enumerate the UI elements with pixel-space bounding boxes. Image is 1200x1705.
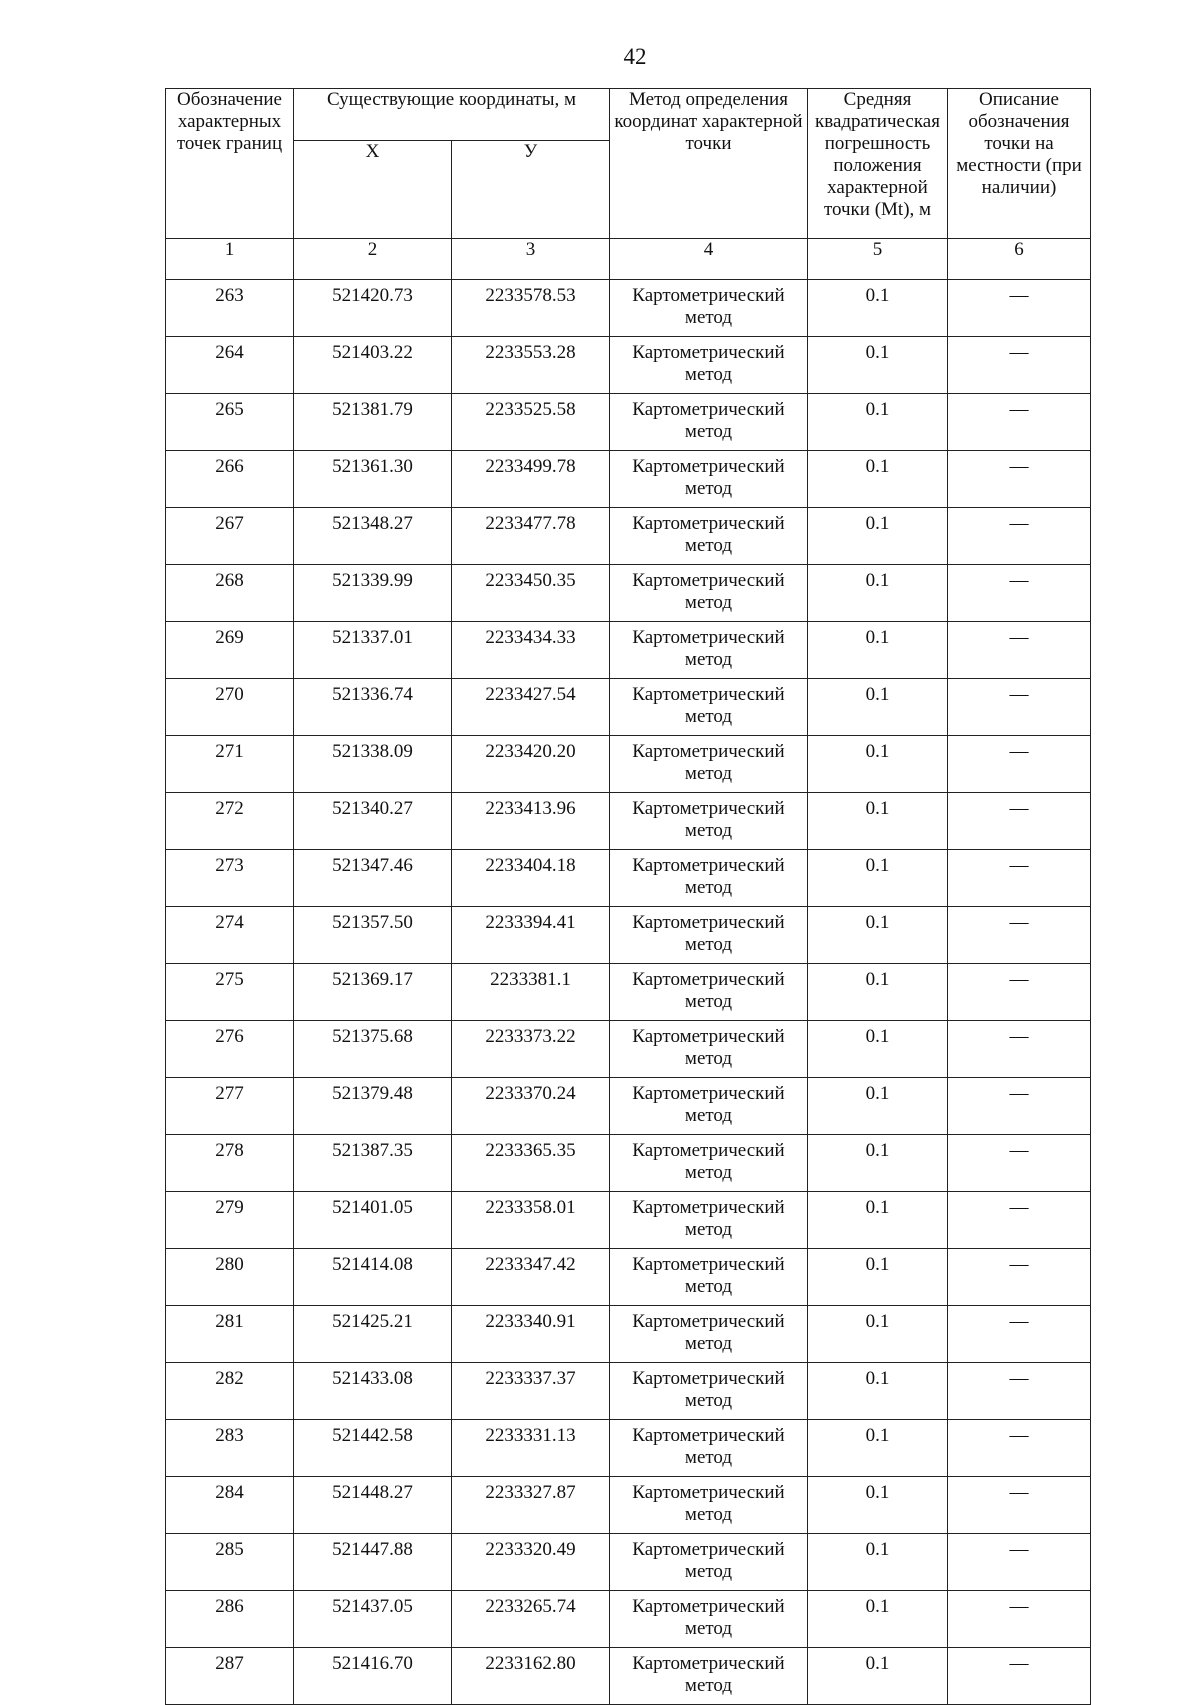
method-cell: Картометрический метод: [610, 508, 808, 565]
description-cell: —: [948, 1591, 1091, 1648]
method-cell: Картометрический метод: [610, 1477, 808, 1534]
table-row: [166, 1135, 1091, 1192]
table-row: [166, 1306, 1091, 1363]
point-cell: 274: [166, 907, 294, 964]
accuracy-cell: 0.1: [808, 565, 948, 622]
y-coordinate-cell: 2233381.1: [452, 964, 610, 1021]
y-coordinate-cell: 2233404.18: [452, 850, 610, 907]
header-accuracy: Средняя квадратическая погрешность положения характерной точки (Mt), м: [808, 89, 948, 239]
method-cell: Картометрический метод: [610, 1021, 808, 1078]
method-cell: Картометрический метод: [610, 1306, 808, 1363]
accuracy-cell: 0.1: [808, 964, 948, 1021]
x-coordinate-cell: 521340.27: [294, 793, 452, 850]
table-row: [166, 1420, 1091, 1477]
point-cell: 273: [166, 850, 294, 907]
accuracy-cell: 0.1: [808, 451, 948, 508]
table-row: [166, 1591, 1091, 1648]
x-coordinate-cell: 521401.05: [294, 1192, 452, 1249]
method-cell: Картометрический метод: [610, 1078, 808, 1135]
description-cell: —: [948, 964, 1091, 1021]
method-cell: Картометрический метод: [610, 451, 808, 508]
description-cell: —: [948, 337, 1091, 394]
y-coordinate-cell: 2233553.28: [452, 337, 610, 394]
accuracy-cell: 0.1: [808, 907, 948, 964]
description-cell: —: [948, 1078, 1091, 1135]
column-number: 4: [610, 239, 808, 280]
accuracy-cell: 0.1: [808, 1477, 948, 1534]
method-cell: Картометрический метод: [610, 337, 808, 394]
point-cell: 277: [166, 1078, 294, 1135]
accuracy-cell: 0.1: [808, 1249, 948, 1306]
point-cell: 272: [166, 793, 294, 850]
accuracy-cell: 0.1: [808, 1135, 948, 1192]
table-row: [166, 1192, 1091, 1249]
table-row: [166, 280, 1091, 337]
description-cell: —: [948, 1021, 1091, 1078]
y-coordinate-cell: 2233347.42: [452, 1249, 610, 1306]
table-row: [166, 337, 1091, 394]
point-cell: 270: [166, 679, 294, 736]
point-cell: 283: [166, 1420, 294, 1477]
description-cell: —: [948, 451, 1091, 508]
y-coordinate-cell: 2233394.41: [452, 907, 610, 964]
table-row: [166, 907, 1091, 964]
method-cell: Картометрический метод: [610, 1192, 808, 1249]
accuracy-cell: 0.1: [808, 1192, 948, 1249]
y-coordinate-cell: 2233413.96: [452, 793, 610, 850]
column-number: 6: [948, 239, 1091, 280]
description-cell: —: [948, 565, 1091, 622]
y-coordinate-cell: 2233320.49: [452, 1534, 610, 1591]
point-cell: 278: [166, 1135, 294, 1192]
accuracy-cell: 0.1: [808, 1306, 948, 1363]
method-cell: Картометрический метод: [610, 1591, 808, 1648]
y-coordinate-cell: 2233365.35: [452, 1135, 610, 1192]
description-cell: —: [948, 850, 1091, 907]
accuracy-cell: 0.1: [808, 508, 948, 565]
accuracy-cell: 0.1: [808, 394, 948, 451]
x-coordinate-cell: 521437.05: [294, 1591, 452, 1648]
x-coordinate-cell: 521433.08: [294, 1363, 452, 1420]
x-coordinate-cell: 521381.79: [294, 394, 452, 451]
table-row: [166, 394, 1091, 451]
column-number: 1: [166, 239, 294, 280]
point-cell: 266: [166, 451, 294, 508]
y-coordinate-cell: 2233525.58: [452, 394, 610, 451]
table-row: [166, 679, 1091, 736]
point-cell: 267: [166, 508, 294, 565]
point-cell: 276: [166, 1021, 294, 1078]
table-row: [166, 736, 1091, 793]
table-row: [166, 1534, 1091, 1591]
x-coordinate-cell: 521348.27: [294, 508, 452, 565]
description-cell: —: [948, 736, 1091, 793]
x-coordinate-cell: 521403.22: [294, 337, 452, 394]
table-row: [166, 1648, 1091, 1705]
point-cell: 280: [166, 1249, 294, 1306]
description-cell: —: [948, 508, 1091, 565]
y-coordinate-cell: 2233327.87: [452, 1477, 610, 1534]
x-coordinate-cell: 521347.46: [294, 850, 452, 907]
accuracy-cell: 0.1: [808, 280, 948, 337]
x-coordinate-cell: 521338.09: [294, 736, 452, 793]
x-coordinate-cell: 521337.01: [294, 622, 452, 679]
description-cell: —: [948, 1192, 1091, 1249]
header-method: Метод определения координат характерной точки: [610, 89, 808, 239]
x-coordinate-cell: 521448.27: [294, 1477, 452, 1534]
description-cell: —: [948, 1363, 1091, 1420]
method-cell: Картометрический метод: [610, 622, 808, 679]
x-coordinate-cell: 521379.48: [294, 1078, 452, 1135]
y-coordinate-cell: 2233427.54: [452, 679, 610, 736]
column-number-row: [166, 239, 1091, 280]
accuracy-cell: 0.1: [808, 1363, 948, 1420]
description-cell: —: [948, 1306, 1091, 1363]
header-existing-coordinates: Существующие координаты, м: [294, 89, 610, 141]
table-row: [166, 1078, 1091, 1135]
x-coordinate-cell: 521416.70: [294, 1648, 452, 1705]
y-coordinate-cell: 2233420.20: [452, 736, 610, 793]
description-cell: —: [948, 679, 1091, 736]
method-cell: Картометрический метод: [610, 850, 808, 907]
method-cell: Картометрический метод: [610, 1648, 808, 1705]
accuracy-cell: 0.1: [808, 736, 948, 793]
description-cell: —: [948, 793, 1091, 850]
x-coordinate-cell: 521336.74: [294, 679, 452, 736]
y-coordinate-cell: 2233340.91: [452, 1306, 610, 1363]
x-coordinate-cell: 521369.17: [294, 964, 452, 1021]
point-cell: 282: [166, 1363, 294, 1420]
table-row: [166, 1477, 1091, 1534]
x-coordinate-cell: 521361.30: [294, 451, 452, 508]
y-coordinate-cell: 2233450.35: [452, 565, 610, 622]
point-cell: 284: [166, 1477, 294, 1534]
method-cell: Картометрический метод: [610, 1249, 808, 1306]
point-cell: 281: [166, 1306, 294, 1363]
point-cell: 263: [166, 280, 294, 337]
accuracy-cell: 0.1: [808, 622, 948, 679]
y-coordinate-cell: 2233162.80: [452, 1648, 610, 1705]
header-point-designation: Обозначение характерных точек границ: [166, 89, 294, 239]
coordinates-table: [165, 88, 1091, 1705]
y-coordinate-cell: 2233373.22: [452, 1021, 610, 1078]
y-coordinate-cell: 2233331.13: [452, 1420, 610, 1477]
accuracy-cell: 0.1: [808, 679, 948, 736]
x-coordinate-cell: 521357.50: [294, 907, 452, 964]
header-description: Описание обозначения точки на местности (при наличии): [948, 89, 1091, 239]
y-coordinate-cell: 2233265.74: [452, 1591, 610, 1648]
x-coordinate-cell: 521387.35: [294, 1135, 452, 1192]
description-cell: —: [948, 280, 1091, 337]
accuracy-cell: 0.1: [808, 1420, 948, 1477]
description-cell: —: [948, 1249, 1091, 1306]
method-cell: Картометрический метод: [610, 679, 808, 736]
point-cell: 271: [166, 736, 294, 793]
x-coordinate-cell: 521414.08: [294, 1249, 452, 1306]
x-coordinate-cell: 521339.99: [294, 565, 452, 622]
table-row: [166, 451, 1091, 508]
x-coordinate-cell: 521442.58: [294, 1420, 452, 1477]
table-row: [166, 565, 1091, 622]
description-cell: —: [948, 1534, 1091, 1591]
point-cell: 275: [166, 964, 294, 1021]
point-cell: 264: [166, 337, 294, 394]
description-cell: —: [948, 907, 1091, 964]
table-row: [166, 850, 1091, 907]
x-coordinate-cell: 521447.88: [294, 1534, 452, 1591]
method-cell: Картометрический метод: [610, 280, 808, 337]
accuracy-cell: 0.1: [808, 1591, 948, 1648]
method-cell: Картометрический метод: [610, 793, 808, 850]
y-coordinate-cell: 2233499.78: [452, 451, 610, 508]
point-cell: 287: [166, 1648, 294, 1705]
table-row: [166, 964, 1091, 1021]
accuracy-cell: 0.1: [808, 1648, 948, 1705]
column-number: 5: [808, 239, 948, 280]
table-row: [166, 508, 1091, 565]
table-header: [166, 89, 1091, 280]
method-cell: Картометрический метод: [610, 736, 808, 793]
accuracy-cell: 0.1: [808, 850, 948, 907]
method-cell: Картометрический метод: [610, 1420, 808, 1477]
method-cell: Картометрический метод: [610, 1135, 808, 1192]
accuracy-cell: 0.1: [808, 337, 948, 394]
description-cell: —: [948, 1135, 1091, 1192]
point-cell: 285: [166, 1534, 294, 1591]
y-coordinate-cell: 2233477.78: [452, 508, 610, 565]
description-cell: —: [948, 394, 1091, 451]
y-coordinate-cell: 2233358.01: [452, 1192, 610, 1249]
description-cell: —: [948, 1477, 1091, 1534]
y-coordinate-cell: 2233434.33: [452, 622, 610, 679]
table-body: [166, 280, 1091, 1705]
table-row: [166, 793, 1091, 850]
method-cell: Картометрический метод: [610, 907, 808, 964]
method-cell: Картометрический метод: [610, 394, 808, 451]
header-y: У: [452, 141, 610, 239]
point-cell: 268: [166, 565, 294, 622]
table-row: [166, 622, 1091, 679]
page-number: 42: [623, 44, 647, 69]
table-row: [166, 1363, 1091, 1420]
table-row: [166, 1021, 1091, 1078]
x-coordinate-cell: 521420.73: [294, 280, 452, 337]
point-cell: 269: [166, 622, 294, 679]
column-number: 2: [294, 239, 452, 280]
column-number: 3: [452, 239, 610, 280]
x-coordinate-cell: 521375.68: [294, 1021, 452, 1078]
method-cell: Картометрический метод: [610, 565, 808, 622]
accuracy-cell: 0.1: [808, 1078, 948, 1135]
header-x: X: [294, 141, 452, 239]
method-cell: Картометрический метод: [610, 964, 808, 1021]
accuracy-cell: 0.1: [808, 1534, 948, 1591]
point-cell: 279: [166, 1192, 294, 1249]
y-coordinate-cell: 2233578.53: [452, 280, 610, 337]
x-coordinate-cell: 521425.21: [294, 1306, 452, 1363]
description-cell: —: [948, 1420, 1091, 1477]
y-coordinate-cell: 2233337.37: [452, 1363, 610, 1420]
method-cell: Картометрический метод: [610, 1363, 808, 1420]
point-cell: 286: [166, 1591, 294, 1648]
method-cell: Картометрический метод: [610, 1534, 808, 1591]
table-row: [166, 1249, 1091, 1306]
y-coordinate-cell: 2233370.24: [452, 1078, 610, 1135]
description-cell: —: [948, 622, 1091, 679]
accuracy-cell: 0.1: [808, 793, 948, 850]
description-cell: —: [948, 1648, 1091, 1705]
accuracy-cell: 0.1: [808, 1021, 948, 1078]
point-cell: 265: [166, 394, 294, 451]
